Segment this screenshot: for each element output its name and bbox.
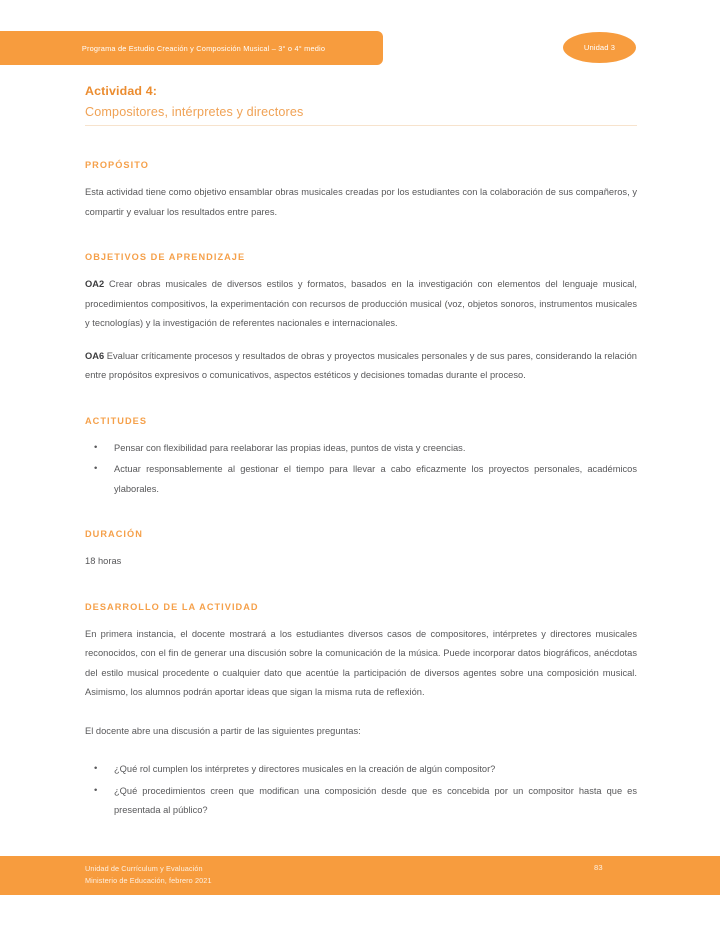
list-item: • Pensar con flexibilidad para reelaborar las propias ideas, puntos de vista y creencias. xyxy=(85,439,637,459)
oa-code-oa2: OA2 xyxy=(85,279,105,289)
page-content xyxy=(85,84,637,823)
unit-badge xyxy=(563,32,636,63)
list-item: • ¿Qué rol cumplen los intérpretes y directores musicales en la creación de algún compositor? xyxy=(85,760,637,780)
objetivo-oa6 xyxy=(85,347,637,386)
objetivo-oa2 xyxy=(85,275,637,334)
section-heading-duracion: DURACIÓN xyxy=(85,529,143,539)
section-heading-objetivos: OBJETIVOS DE APRENDIZAJE xyxy=(85,252,246,262)
footer-line-2: Ministerio de Educación, febrero 2021 xyxy=(85,875,212,885)
desarrollo-paragraph-2: El docente abre una discusión a partir de las siguientes preguntas: xyxy=(85,725,361,736)
unit-badge-label: Unidad 3 xyxy=(583,43,616,52)
oa-text-oa6: Evaluar críticamente procesos y resultados de obras y proyectos musicales personales y de sus pares, considerando la relación entre propósitos expresivos o comunicativos, aspectos estéticos y decisiones tomadas durante el proceso. xyxy=(85,350,637,380)
title-divider xyxy=(85,125,637,126)
program-title-bar xyxy=(0,31,383,65)
list-item: • Actuar responsablemente al gestionar el tiempo para llevar a cabo eficazmente los proyectos personales, académicos ylaborales. xyxy=(85,460,637,499)
desarrollo-paragraph-1: En primera instancia, el docente mostrará a los estudiantes diversos casos de compositores, intérpretes y directores musicales reconocidos, con el fin de generar una discusión sobre la comunicación de la música. Puede incorporar datos biográficos, anécdotas del estilo musical procedente o cualquier dato que acentúe la participación de diversos agentes sobre una composición musical. Asimismo, los alumnos podrán aportar ideas que sigan la misma ruta de reflexión. xyxy=(85,628,637,697)
activity-label: Actividad 4: xyxy=(85,84,158,98)
footer-org-info xyxy=(85,863,212,886)
footer-line-1: Unidad de Currículum y Evaluación xyxy=(85,864,203,873)
program-title-text: Programa de Estudio Creación y Composición Musical – 3° o 4° medio xyxy=(81,43,326,53)
section-heading-proposito: PROPÓSITO xyxy=(85,160,149,170)
oa-code-oa6: OA6 xyxy=(85,350,105,361)
desarrollo-question-list xyxy=(85,760,637,821)
page-number: 83 xyxy=(594,863,603,872)
duracion-value: 18 horas xyxy=(85,556,122,566)
section-heading-actitudes: ACTITUDES xyxy=(85,415,148,426)
actitudes-list xyxy=(85,439,637,500)
section-heading-desarrollo: DESARROLLO DE LA ACTIVIDAD xyxy=(85,601,259,612)
page-footer xyxy=(0,856,720,895)
oa-text-oa2: Crear obras musicales de diversos estilos y formatos, basados en la investigación con elementos del lenguaje musical, procedimientos compositivos, la experimentación con recursos de producción musical (voz, objetos sonoros, instrumentos musicales y tecnologías) y la investigación de referentes nacionales e internacionales. xyxy=(85,279,637,328)
proposito-paragraph: Esta actividad tiene como objetivo ensamblar obras musicales creadas por los estudiantes con la colaboración de sus compañeros, y compartir y evaluar los resultados entre pares. xyxy=(85,187,637,217)
page-header xyxy=(0,31,720,65)
list-item: • ¿Qué procedimientos creen que modifican una composición desde que es concebida por un compositor hasta que es presentada al público? xyxy=(85,782,637,821)
activity-title: Compositores, intérpretes y directores xyxy=(85,105,304,119)
